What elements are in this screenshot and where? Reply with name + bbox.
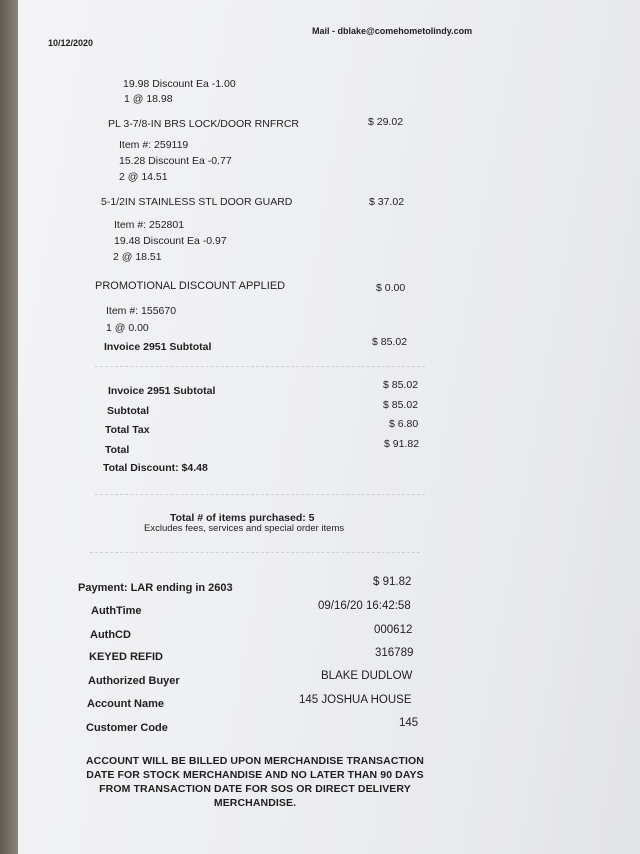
payment-value: 000612: [374, 624, 413, 636]
payment-value: BLAKE DUDLOW: [321, 670, 413, 682]
item-description: 5-1/2IN STAINLESS STL DOOR GUARD: [101, 196, 293, 208]
payment-label: Account Name: [87, 698, 165, 710]
line-text: 15.28 Discount Ea -0.77: [119, 155, 232, 167]
payment-label: Authorized Buyer: [88, 675, 180, 687]
items-note: Excludes fees, services and special order items: [144, 523, 345, 534]
totals-label: Invoice 2951 Subtotal: [108, 385, 216, 397]
payment-value: 09/16/20 16:42:58: [318, 600, 411, 612]
print-date: 10/12/2020: [48, 38, 94, 48]
item-price: $ 29.02: [368, 116, 404, 128]
divider: [95, 494, 425, 495]
total-discount: Total Discount: $4.48: [103, 462, 208, 474]
payment-value: $ 91.82: [373, 576, 412, 588]
line-text: 19.48 Discount Ea -0.97: [114, 235, 227, 247]
item-number: Item #: 252801: [114, 219, 185, 231]
line-text: 1 @ 18.98: [124, 93, 173, 105]
payment-label: KEYED REFID: [89, 651, 163, 663]
line-text: 2 @ 14.51: [119, 171, 168, 183]
item-number: Item #: 155670: [106, 305, 177, 317]
totals-label: Total Tax: [105, 424, 150, 436]
item-price: $ 37.02: [369, 196, 405, 208]
divider: [90, 552, 420, 553]
payment-label: Payment: LAR ending in 2603: [78, 582, 233, 594]
background-edge: [0, 0, 18, 854]
item-description: PL 3-7/8-IN BRS LOCK/DOOR RNFRCR: [108, 118, 299, 130]
mail-header: Mail - dblake@comehometolindy.com: [312, 26, 473, 36]
totals-value: $ 85.02: [383, 399, 419, 411]
billing-footer-note: ACCOUNT WILL BE BILLED UPON MERCHANDISE TRANSACTION DATE FOR STOCK MERCHANDISE AND NO LATER THAN 90 DAYS FROM TRANSACTION DATE FOR SOS OR DIRECT DELIVERY MERCHANDISE.: [86, 755, 424, 809]
totals-label: Total: [105, 444, 130, 456]
payment-value: 145 JOSHUA HOUSE: [299, 694, 412, 706]
payment-value: 316789: [375, 647, 414, 659]
items-purchased: Total # of items purchased: 5: [170, 512, 315, 524]
line-text: 1 @ 0.00: [106, 322, 149, 334]
totals-value: $ 85.02: [383, 379, 419, 391]
invoice-subtotal-label: Invoice 2951 Subtotal: [104, 341, 212, 353]
line-text: 2 @ 18.51: [113, 251, 162, 263]
invoice-subtotal-value: $ 85.02: [372, 336, 408, 348]
payment-label: AuthTime: [91, 605, 142, 617]
item-number: Item #: 259119: [119, 139, 189, 151]
totals-label: Subtotal: [107, 405, 149, 417]
divider: [95, 366, 425, 367]
item-price: $ 0.00: [376, 282, 406, 294]
payment-label: Customer Code: [86, 722, 168, 734]
totals-value: $ 91.82: [384, 438, 420, 450]
item-description: PROMOTIONAL DISCOUNT APPLIED: [95, 280, 286, 292]
payment-label: AuthCD: [90, 629, 131, 641]
totals-value: $ 6.80: [389, 418, 419, 430]
line-text: 19.98 Discount Ea -1.00: [123, 78, 236, 90]
payment-value: 145: [399, 717, 419, 729]
